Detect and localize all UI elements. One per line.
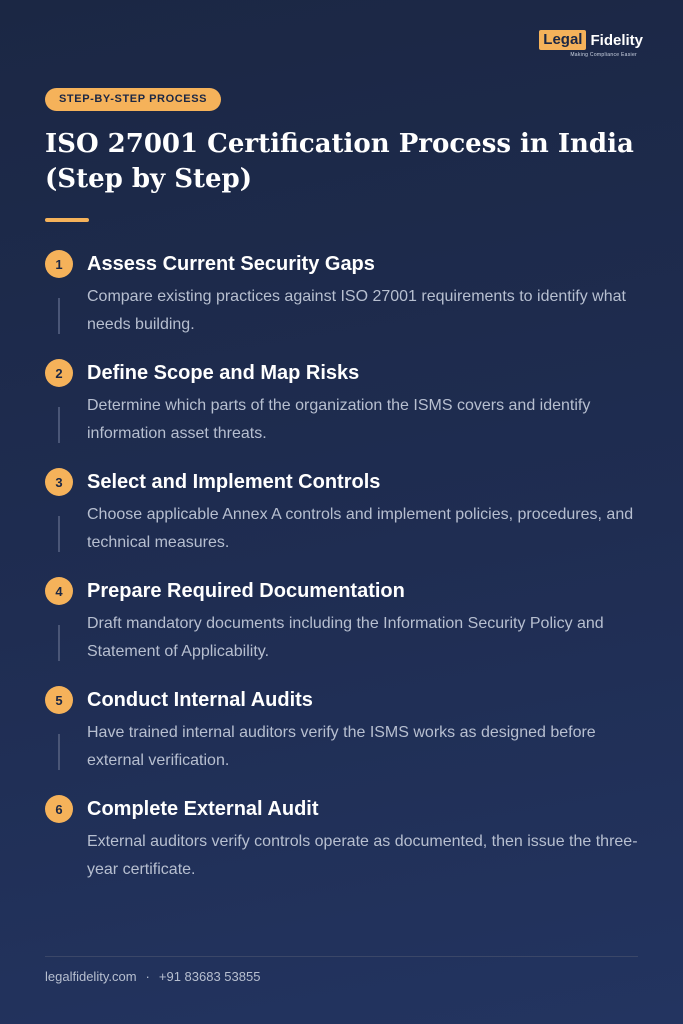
step-title: Conduct Internal Audits	[87, 689, 313, 711]
section-badge: STEP-BY-STEP PROCESS	[45, 88, 221, 111]
step-number-badge: 2	[45, 359, 73, 387]
step-description: Have trained internal auditors verify the ISMS works as designed before external verification.	[87, 724, 596, 769]
step-description: Compare existing practices against ISO 27001 requirements to identify what needs building.	[87, 288, 626, 333]
step-connector-line	[58, 516, 60, 552]
step-description: Determine which parts of the organization the ISMS covers and identify information asset threats.	[87, 397, 591, 442]
step-description: External auditors verify controls operate as documented, then issue the three-year certificate.	[87, 833, 638, 878]
footer-phone[interactable]: +91 83683 53855	[158, 969, 261, 984]
step-number-badge: 3	[45, 468, 73, 496]
footer-divider	[45, 956, 638, 957]
logo-tagline: Making Compliance Easier	[570, 52, 637, 58]
footer-website-link[interactable]: legalfidelity.com	[45, 969, 137, 984]
step-number-badge: 1	[45, 250, 73, 278]
step-connector-line	[58, 407, 60, 443]
step-title: Select and Implement Controls	[87, 471, 381, 493]
footer	[45, 969, 260, 984]
step-connector-line	[58, 734, 60, 770]
step-connector-line	[58, 625, 60, 661]
step-description: Draft mandatory documents including the Information Security Policy and Statement of Applicability.	[87, 615, 604, 660]
logo-legal-text: Legal	[539, 30, 586, 50]
step-connector-line	[58, 298, 60, 334]
logo-wordmark	[539, 30, 643, 50]
step-description: Choose applicable Annex A controls and implement policies, procedures, and technical measures.	[87, 506, 634, 551]
page-title: ISO 27001 Certification Process in India (Step by Step)	[45, 129, 634, 194]
footer-separator: ·	[145, 969, 150, 984]
step-number-badge: 5	[45, 686, 73, 714]
step-title: Complete External Audit	[87, 798, 319, 820]
title-accent-bar	[45, 218, 89, 222]
logo-fidelity-text: Fidelity	[590, 31, 643, 49]
step-title: Define Scope and Map Risks	[87, 362, 360, 384]
brand-logo	[539, 30, 643, 58]
step-title: Prepare Required Documentation	[87, 580, 405, 602]
step-number-badge: 4	[45, 577, 73, 605]
step-title: Assess Current Security Gaps	[87, 253, 375, 275]
step-number-badge: 6	[45, 795, 73, 823]
